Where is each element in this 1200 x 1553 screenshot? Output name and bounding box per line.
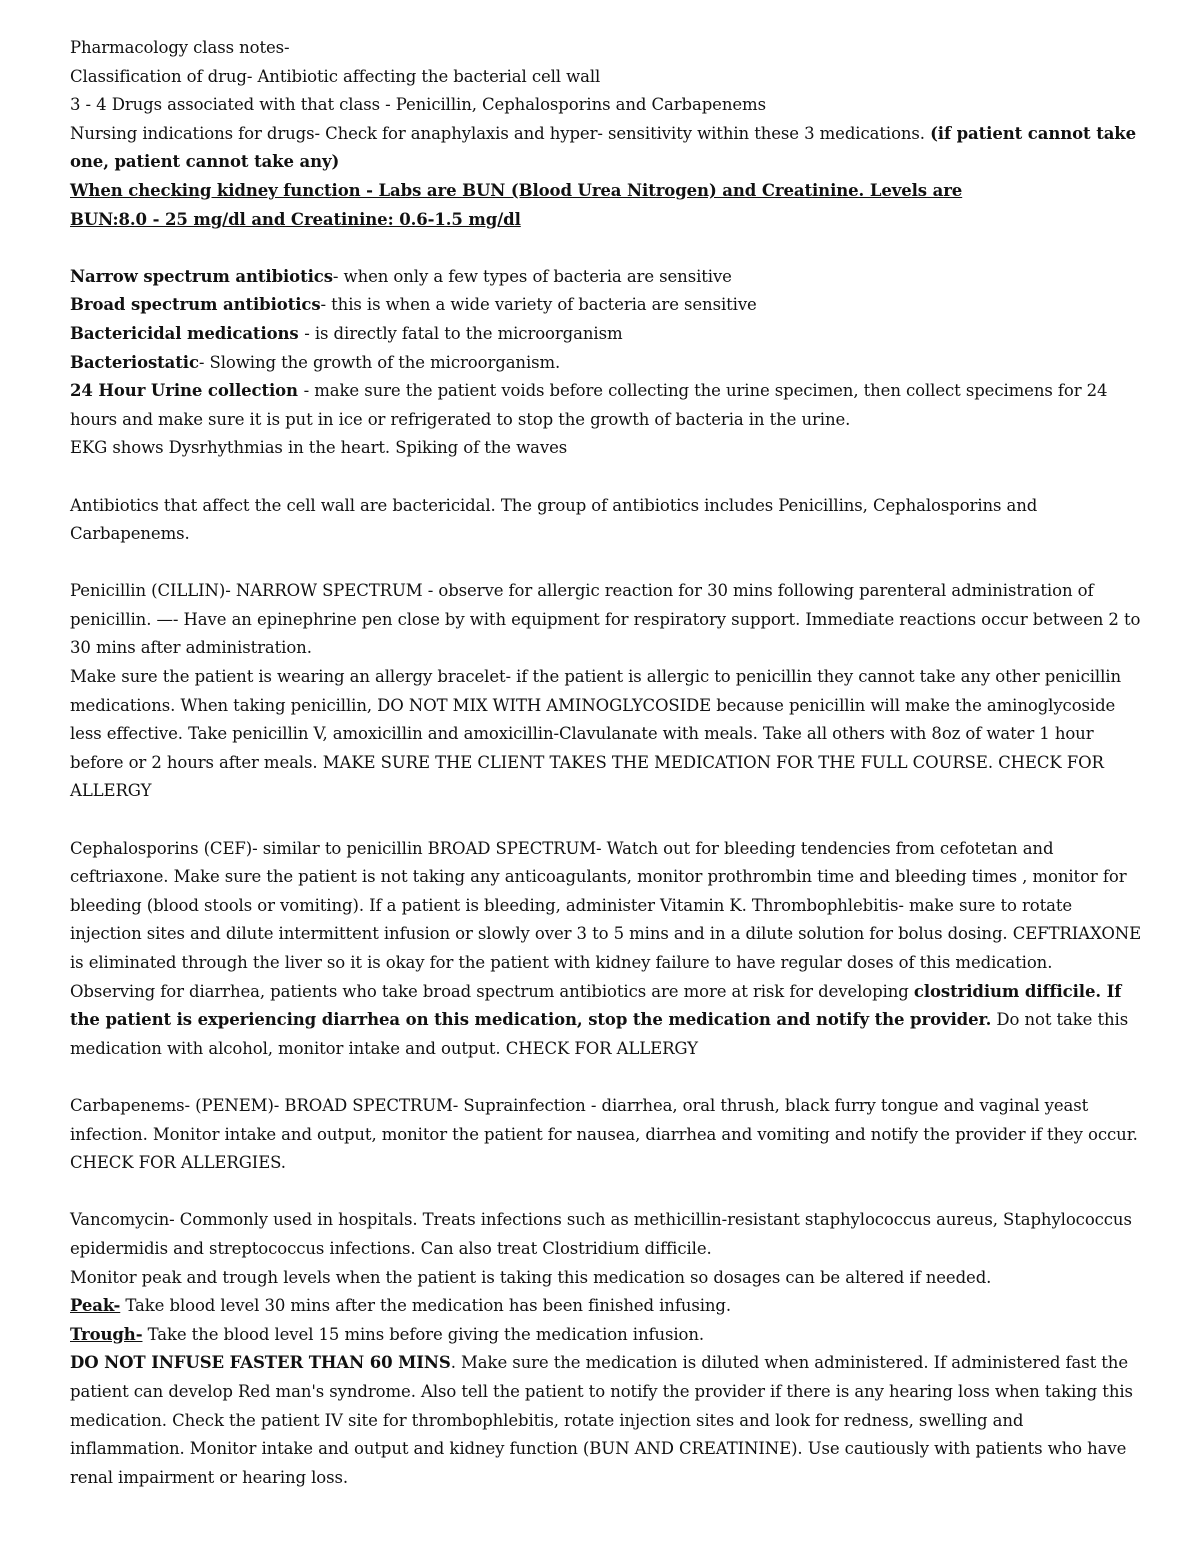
spacer xyxy=(70,1178,1142,1207)
spacer xyxy=(70,549,1142,578)
drug-classification: Classification of drug- Antibiotic affecting the bacterial cell wall xyxy=(70,66,601,86)
definition-bacteriostatic xyxy=(70,349,1142,378)
infusion-warning: DO NOT INFUSE FASTER THAN 60 MINS xyxy=(70,1353,451,1373)
drugs-in-class: 3 - 4 Drugs associated with that class - Penicillin, Cephalosporins and Carbapenems xyxy=(70,95,766,115)
definition-text: - make sure the patient voids before collecting the urine specimen, then collect specimens for 24 hours and make sure it is put in ice or refrigerated to stop the growth of bacteria in the urine. xyxy=(70,381,1108,429)
nursing-indications-text: Nursing indications for drugs- Check for anaphylaxis and hyper- sensitivity within these 3 medications. xyxy=(70,123,931,143)
vancomycin-paragraph-1: Vancomycin- Commonly used in hospitals. Treats infections such as methicillin-resistant staphylococcus aureus, Staphylococcus epidermidis and streptococcus infections. Can also treat Clostridium difficile. xyxy=(70,1210,1132,1258)
cell-wall-paragraph: Antibiotics that affect the cell wall are bactericidal. The group of antibiotics includes Penicillins, Cephalosporins and Carbapenems. xyxy=(70,495,1038,544)
definition-term: Bacteriostatic xyxy=(70,352,199,372)
definition-bactericidal xyxy=(70,320,1142,349)
definition-text: - Slowing the growth of the microorganism. xyxy=(198,352,561,372)
cephalosporins-tail: Do not take this medication with alcohol, monitor intake and output. CHECK FOR ALLERGY xyxy=(70,1010,1129,1058)
definition-term: Narrow spectrum antibiotics xyxy=(70,266,333,286)
kidney-function-line-2: BUN:8.0 - 25 mg/dl and Creatinine: 0.6-1.5 mg/dl xyxy=(70,209,521,229)
definition-urine-collection xyxy=(70,377,1142,434)
nursing-indications xyxy=(70,120,1142,177)
cephalosporins-warning: clostridium difficile. If the patient is experiencing diarrhea on this medication, stop the medication and notify the provider. xyxy=(70,981,1122,1030)
spacer xyxy=(70,463,1142,492)
vancomycin-infusion xyxy=(70,1349,1142,1492)
peak-label: Peak- xyxy=(70,1296,121,1316)
definition-text: - when only a few types of bacteria are sensitive xyxy=(332,266,732,286)
nursing-indications-note: (if patient cannot take one, patient cannot take any) xyxy=(70,123,1137,172)
spacer xyxy=(70,806,1142,835)
peak-text: Take blood level 30 mins after the medication has been finished infusing. xyxy=(120,1296,732,1316)
trough-text: Take the blood level 15 mins before giving the medication infusion. xyxy=(142,1324,705,1344)
infusion-text: . Make sure the medication is diluted when administered. If administered fast the patient can develop Red man's syndrome. Also tell the patient to notify the provider if there is any hearing loss when taking this medication. Check the patient IV site for thrombophlebitis, rotate injection sites and look for redness, swelling and inflammation. Monitor intake and output and kidney function (BUN AND CREATININE). Use cautiously with patients who have renal impairment or hearing loss. xyxy=(70,1353,1133,1487)
penicillin-paragraph-2: Make sure the patient is wearing an allergy bracelet- if the patient is allergic to penicillin they cannot take any other penicillin medications. When taking penicillin, DO NOT MIX WITH AMINOGLYCOSIDE because penicillin will make the aminoglycoside less effective. Take penicillin V, amoxicillin and amoxicillin-Clavulanate with meals. Take all others with 8oz of water 1 hour before or 2 hours after meals. MAKE SURE THE CLIENT TAKES THE MEDICATION FOR THE FULL COURSE. CHECK FOR ALLERGY xyxy=(70,667,1121,801)
definition-broad-spectrum xyxy=(70,291,1142,320)
definition-text: - this is when a wide variety of bacteria are sensitive xyxy=(320,295,757,315)
ekg-note: EKG shows Dysrhythmias in the heart. Spiking of the waves xyxy=(70,438,568,458)
definition-term: 24 Hour Urine collection xyxy=(70,381,304,401)
vancomycin-peak xyxy=(70,1292,1142,1321)
definition-term: Bactericidal medications xyxy=(70,323,305,343)
document-page xyxy=(70,34,1142,1492)
spacer xyxy=(70,1063,1142,1092)
doc-title: Pharmacology class notes- xyxy=(70,38,290,57)
definition-narrow-spectrum xyxy=(70,263,1142,292)
vancomycin-trough xyxy=(70,1321,1142,1350)
cephalosporins-paragraph xyxy=(70,835,1142,1064)
carbapenems-paragraph: Carbapenems- (PENEM)- BROAD SPECTRUM- Suprainfection - diarrhea, oral thrush, black furry tongue and vaginal yeast infection. Monitor intake and output, monitor the patient for nausea, diarrhea and vomiting and notify the provider if they occur. CHECK FOR ALLERGIES. xyxy=(70,1095,1138,1173)
spacer xyxy=(70,234,1142,263)
definition-term: Broad spectrum antibiotics xyxy=(70,295,321,315)
penicillin-paragraph-1: Penicillin (CILLIN)- NARROW SPECTRUM - observe for allergic reaction for 30 mins following parenteral administration of penicillin. —- Have an epinephrine pen close by with equipment for respiratory support. Immediate reactions occur between 2 to 30 mins after administration. xyxy=(70,581,1141,658)
kidney-function-line-1: When checking kidney function - Labs are BUN (Blood Urea Nitrogen) and Creatinine. Levels are xyxy=(70,180,963,200)
trough-label: Trough- xyxy=(70,1324,143,1344)
vancomycin-paragraph-2: Monitor peak and trough levels when the patient is taking this medication so dosages can be altered if needed. xyxy=(70,1267,992,1287)
cephalosporins-text: Cephalosporins (CEF)- similar to penicillin BROAD SPECTRUM- Watch out for bleeding tendencies from cefotetan and ceftriaxone. Make sure the patient is not taking any anticoagulants, monitor prothrombin time and bleeding times , monitor for bleeding (blood stools or vomiting). If a patient is bleeding, administer Vitamin K. Thrombophlebitis- make sure to rotate injection sites and dilute intermittent infusion or slowly over 3 to 5 mins and in a dilute solution for bolus dosing. CEFTRIAXONE is eliminated through the liver so it is okay for the patient with kidney failure to have regular doses of this medication. Observing for diarrhea, patients who take broad spectrum antibiotics are more at risk for developing xyxy=(70,838,1142,1001)
definition-text: - is directly fatal to the microorganism xyxy=(304,323,623,343)
